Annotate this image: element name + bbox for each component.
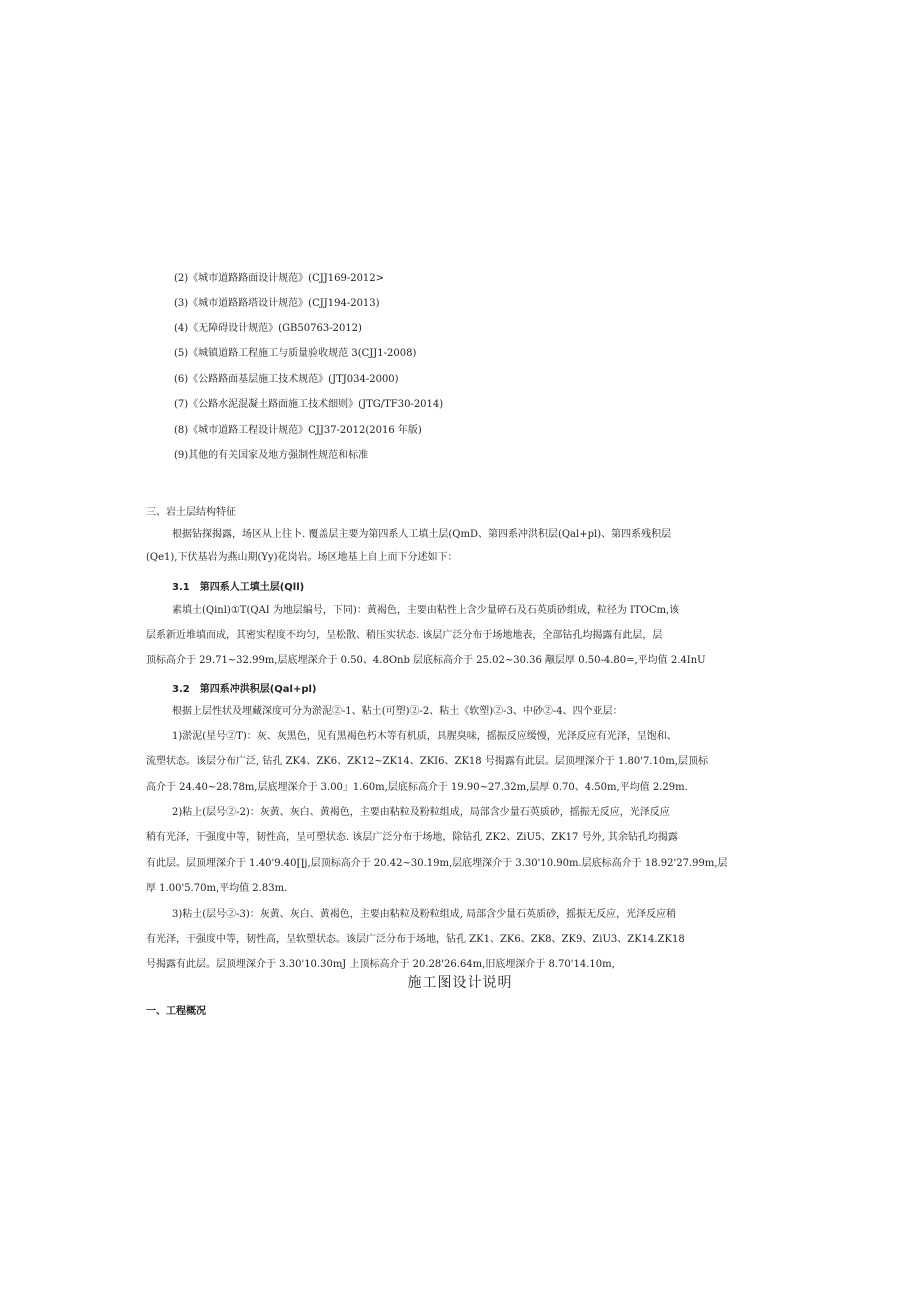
reference-item: (5)《城镇道路工程施工与质量验收规范 3(CJJ1-2008)	[174, 348, 417, 359]
paragraph-line: 稍有光泽，干强度中等，韧性高，呈可塑状态. 该层广泛分布于场地，除钻孔 ZK2、ZiU5、ZK17 号外, 其余钻孔均揭露	[146, 832, 678, 843]
reference-item: (3)《城市道路路塔设计规范》(CJJ194-2013)	[174, 298, 380, 309]
reference-item: (8)《城市道路工程设计规范》CJJ37-2012(2016 年版)	[174, 425, 422, 436]
paragraph-line: 1)淤泥(星号②T)：灰、灰黑色，见有黑褐色朽木等有机质，具腥臭味，摇振反应缓慢，光泽反应有光泽，呈饱和、	[172, 731, 677, 742]
paragraph-line: 高介于 24.40~28.78m,层底埋深介于 3.00」1.60m,层底标高介于 19.90~27.32m,层厚 0.70、4.50m,平均值 2.29m.	[146, 782, 688, 793]
document-title: 施工图设计说明	[407, 975, 513, 991]
section-heading: 一、工程概况	[146, 1006, 206, 1017]
subsection-heading: 3.1 第四系人工填土层(Qll)	[172, 582, 305, 593]
paragraph-line: 厚 1.00'5.70m,平均值 2.83m.	[146, 883, 288, 894]
reference-item: (7)《公路水泥混凝土路面施工技术细则》(JTG/TF30-2014)	[174, 399, 444, 410]
paragraph-line: 素填土(Qinl)①T(QAI 为地层编号，下同)：黄褐色，主要由粘性上含少量碎石及石英质砂组成，粒径为 ITOCm,该	[172, 605, 680, 616]
paragraph-line: 层系新近堆填而成，其密实程度不均匀，呈松散、稍压实状态. 该层广泛分布于场地地表，全部钻孔均揭露有此层，层	[146, 630, 663, 641]
paragraph-line: 有光泽，干强度中等，韧性高，呈软塑状态。该层广泛分布于场地，钻孔 ZK1、ZK6、ZK8、ZK9、ZiU3、ZK14.ZK18	[146, 934, 685, 945]
reference-item: (2)《城市道路路面设计规范》(CJJ169-2012>	[174, 273, 385, 284]
paragraph-line: 根据钻探揭露，场区从上往卜. 覆盖层主要为第四系人工填土层(QmD、第四系冲洪积层(Qal+pl)、第四系残积层	[172, 529, 672, 540]
paragraph-line: 根据上层性状及埋藏深度可分为淤泥②-1、粘土(可塑)②-2、粘土《软塑)②-3、中砂②-4、四个亚层：	[172, 706, 623, 717]
paragraph-line: 流塑状态。该层分布广泛, 钻孔 ZK4、ZK6、ZK12~ZK14、ZKI6、ZK18 号揭露有此层。层顶埋深介于 1.80'7.10m,层顶标	[146, 756, 708, 767]
subsection-heading: 3.2 第四系冲洪积层(Qal+pl)	[172, 684, 317, 695]
paragraph-line: 3)粘土(层号②-3)：灰黄、灰白、黄褐色，主要由粘粒及粉粒组成, 局部含少量石英质砂，摇振无反应，光泽反应稍	[172, 909, 677, 920]
section-heading: 三、岩土层结构特征	[146, 507, 236, 518]
paragraph-line: 号揭露有此层。层顶埋深介于 3.30'10.30mJ 上顶标高介于 20.28'26.64m,旧底埋深介于 8.70'14.10m,	[146, 959, 615, 970]
paragraph-line: 顶标高介于 29.71~32.99m,层底埋深介于 0.50、4.8Onb 层底标高介于 25.02~30.36 颟层厚 0.50-4.80=,平均值 2.4InU	[146, 655, 706, 666]
paragraph-line: 有此层。层顶埋深介于 1.40'9.40∏j,层顶标高介于 20.42~30.19m,层底埋深介于 3.30'10.90m.层底标高介于 18.92'27.99m,层	[146, 858, 728, 869]
reference-item: (4)《无障碍设计规范》(GB50763-2012)	[174, 323, 362, 334]
reference-item: (6)《公路路面基层施工技术规范》(JTJ034-2000)	[174, 374, 399, 385]
paragraph-line: (Qe1),下伏基岩为燕山期(Yy)花岗岩。场区地基上自上而下分述如下：	[146, 552, 458, 563]
reference-item: (9)其他的有关国家及地方强制性规范和标准	[174, 450, 369, 461]
paragraph-line: 2)粘上(层号②-2)：灰黄、灰白、黄褐色，主要由粘粒及粉粒组成，局部含少量石英质砂，摇振无反应，光泽反应	[172, 807, 670, 818]
